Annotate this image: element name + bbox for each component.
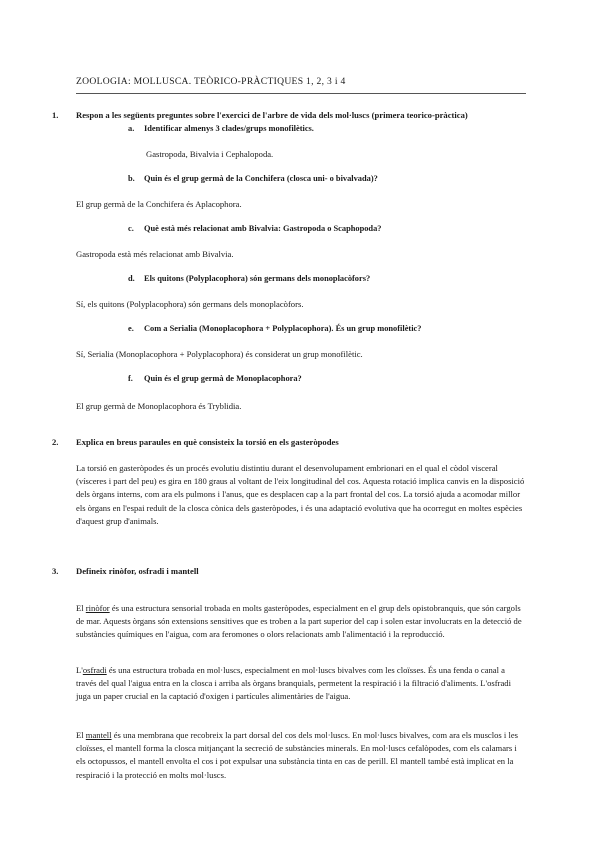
question-1-text: Respon a les següents preguntes sobre l'exercici de l'arbre de vida dels mol·luscs (primera teorico-pràctica) <box>76 110 468 120</box>
answer-a: Gastropoda, Bivalvia i Cephalopoda. <box>146 149 274 159</box>
question-2-text: Explica en breus paraules en què consisteix la torsió en els gasteròpodes <box>76 437 339 447</box>
subquestion-b: b. Quin és el grup germà de la Conchifera (closca uni- o bivalvada)? <box>128 174 378 183</box>
definition-mantell: El mantell és una membrana que recobreix la part dorsal del cos dels mol·luscs. En mol·luscs bivalves, com ara els musclos i les cloïsses, el mantell forma la closca mitjançant la secreció de substàncies minerals. En mol·luscs cefalòpodes, com els calamars i els octopussos, el mantell envolta el cos i pot expulsar una substància tinta en cas de perill. El mantell també està implicat en la respiració i la protecció en molts mol·luscs. <box>76 730 518 780</box>
answer-f: El grup germà de Monoplacophora és Tryblidia. <box>76 401 242 411</box>
definition-rinofor: El rinòfor és una estructura sensorial trobada en molts gasteròpodes, especialment en el grup dels opistobranquis, que són cargols de mar. Aquests òrgans són extensions sensitives que es troben a la part superior del cap i solen estar involucrats en la detecció de substàncies químiques en l'aigua, com ara feromones o olors relacionats amb l'alimentació i la reproducció. <box>76 603 522 640</box>
question-3-text: Defineix rinòfor, osfradi i mantell <box>76 566 199 576</box>
term-osfradi: osfradi <box>82 665 107 675</box>
subquestion-d: d. Els quitons (Polyplacophora) són germans dels monoplacòfors? <box>128 274 371 283</box>
question-2-number: 2. <box>52 437 59 447</box>
answer-b: El grup germà de la Conchifera és Aplacophora. <box>76 199 242 209</box>
definition-osfradi: L'osfradi és una estructura trobada en mol·luscs, especialment en mol·luscs bivalves com les cloïsses. És una fenda o canal a través del qual l'aigua entra en la closca i arriba als òrgans branquials, permetent la respiració i la filtració d'aliments. L'osfradi juga un paper crucial en la captació d'oxigen i partícules alimentàries de l'aigua. <box>76 665 511 702</box>
answer-2-paragraph: La torsió en gasteròpodes és un procés evolutiu distintiu durant el desenvolupament embrionari en el qual el còdol visceral (vísceres i part del peu) es gira en 180 graus al voltant de l'eix longitudinal del cos. Aquesta rotació implica canvis en la disposició dels òrgans interns, com ara els pulmons i l'anus, que es desplacen cap a la part frontal del cos. La torsió ajuda a acomodar millor els òrgans en l'espai reduït de la closca cònica dels gasteròpodes, i és una adaptació evolutiva que ha ocorregut en moltes espècies d'aquest grup d'animals. <box>76 463 525 526</box>
answer-c: Gastropoda està més relacionat amb Bivalvia. <box>76 249 234 259</box>
term-mantell: mantell <box>85 730 112 740</box>
question-3-number: 3. <box>52 566 59 576</box>
header-divider <box>76 93 526 94</box>
document-header: ZOOLOGIA: MOLLUSCA. TEÒRICO-PRÀCTIQUES 1, 2, 3 i 4 <box>76 76 346 87</box>
answer-d: Sí, els quitons (Polyplacophora) són germans dels monoplacòfors. <box>76 299 304 309</box>
subquestion-f: f. Quin és el grup germà de Monoplacophora? <box>128 374 302 383</box>
subquestion-a: a. Identificar almenys 3 clades/grups monofilètics. <box>128 124 314 133</box>
answer-e: Sí, Serialia (Monoplacophora + Polyplacophora) és considerat un grup monofilètic. <box>76 349 363 359</box>
subquestion-e: e. Com a Serialia (Monoplacophora + Polyplacophora). És un grup monofilètic? <box>128 324 422 333</box>
term-rinofor: rinòfor <box>85 603 110 613</box>
question-1-number: 1. <box>52 110 59 120</box>
subquestion-c: c. Què està més relacionat amb Bivalvia: Gastropoda o Scaphopoda? <box>128 224 382 233</box>
